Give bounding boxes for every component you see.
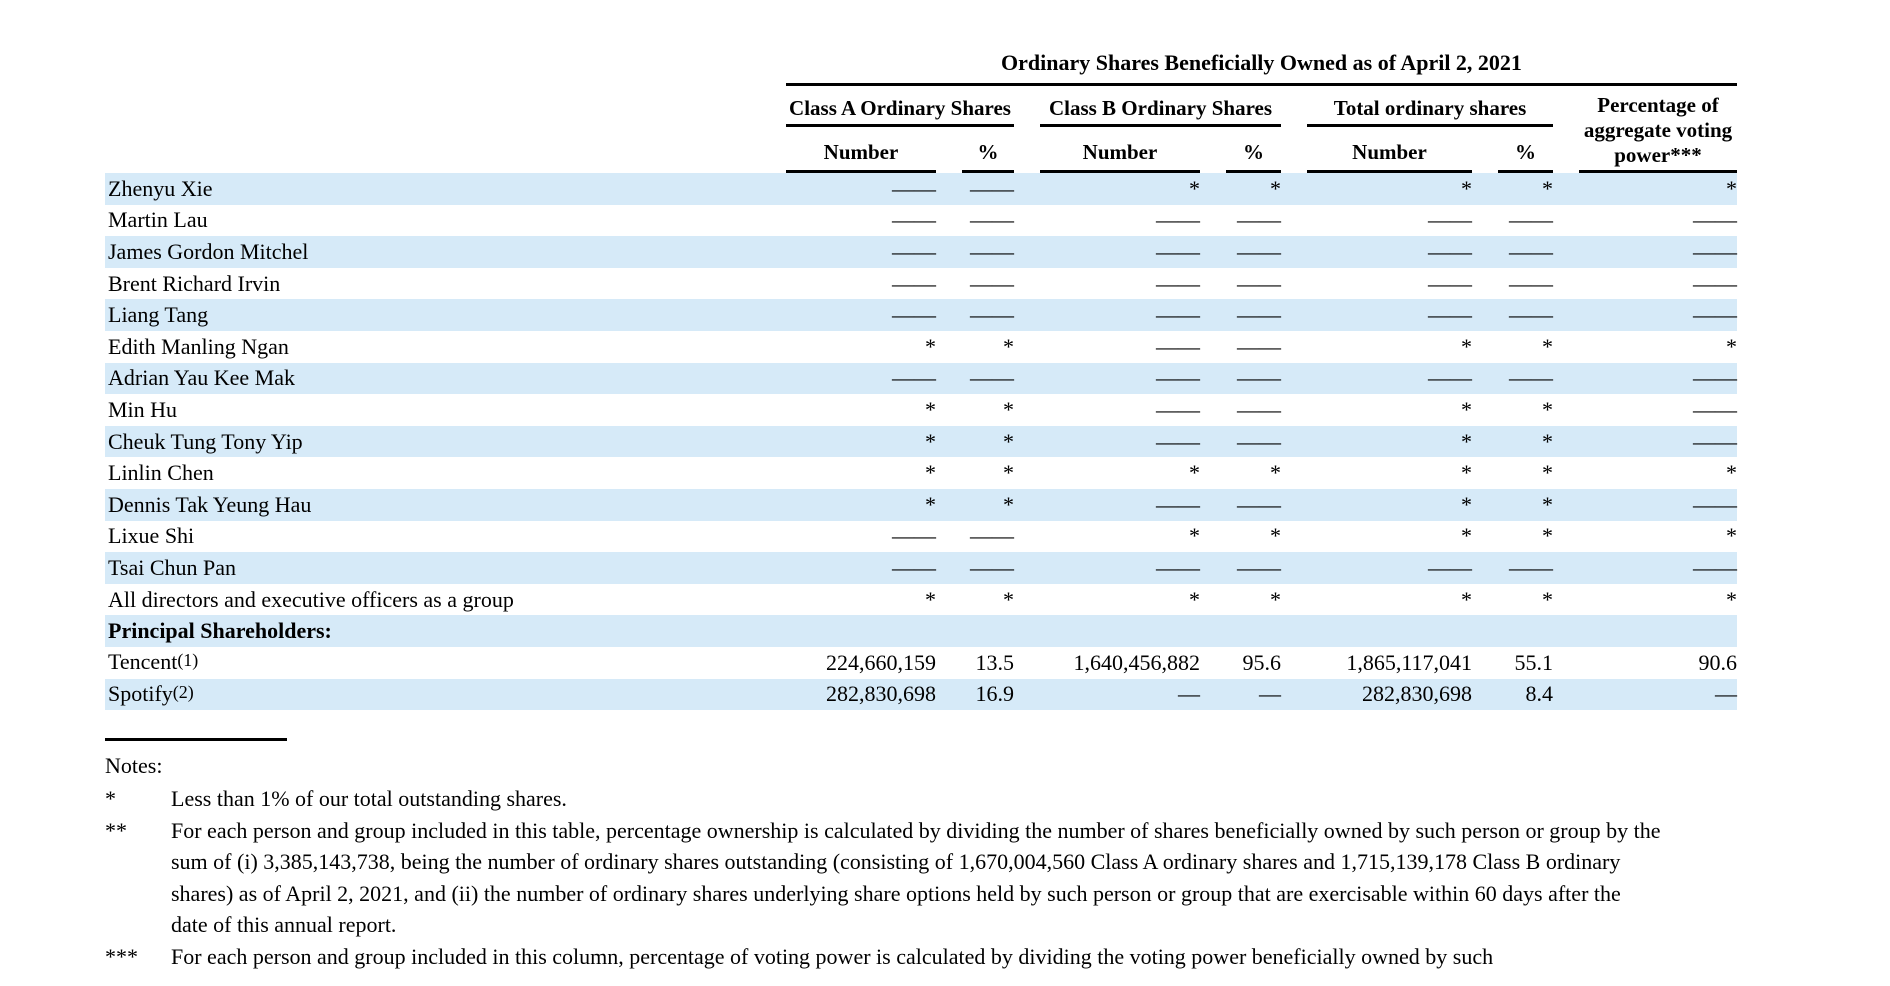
table-cell: * bbox=[1461, 586, 1472, 612]
table-cell: —— bbox=[1156, 302, 1200, 328]
shareholder-name: Tencent(1) bbox=[108, 649, 199, 675]
table-row bbox=[105, 363, 1737, 395]
shareholder-name: Adrian Yau Kee Mak bbox=[108, 365, 295, 391]
table-cell: —— bbox=[1156, 270, 1200, 296]
table-cell: —— bbox=[970, 365, 1014, 391]
footnote-marker: *** bbox=[105, 943, 138, 969]
table-cell: * bbox=[1270, 175, 1281, 201]
table-cell: —— bbox=[1693, 554, 1737, 580]
table-cell: 8.4 bbox=[1525, 681, 1553, 707]
table-cell: —— bbox=[892, 523, 936, 549]
table-cell: —— bbox=[970, 207, 1014, 233]
table-cell: * bbox=[1461, 175, 1472, 201]
table-row bbox=[105, 205, 1737, 237]
table-cell: * bbox=[1189, 586, 1200, 612]
shareholder-name: Zhenyu Xie bbox=[108, 175, 213, 201]
table-cell: 282,830,698 bbox=[1362, 681, 1472, 707]
table-cell: —— bbox=[1156, 554, 1200, 580]
table-cell: * bbox=[925, 428, 936, 454]
shareholder-name: Dennis Tak Yeung Hau bbox=[108, 491, 312, 517]
shareholder-name: Brent Richard Irvin bbox=[108, 270, 281, 296]
table-cell: * bbox=[925, 460, 936, 486]
table-cell: * bbox=[1461, 460, 1472, 486]
table-cell: * bbox=[1189, 460, 1200, 486]
shareholder-name: Principal Shareholders: bbox=[108, 618, 332, 644]
shareholder-name: Tsai Chun Pan bbox=[108, 554, 237, 580]
table-cell: —— bbox=[970, 302, 1014, 328]
table-cell: —— bbox=[1509, 270, 1553, 296]
table-cell: — bbox=[1715, 681, 1737, 707]
table-cell: * bbox=[1003, 491, 1014, 517]
table-cell: * bbox=[1461, 428, 1472, 454]
shareholder-name: Spotify(2) bbox=[108, 680, 194, 706]
table-cell: —— bbox=[1509, 554, 1553, 580]
table-cell: 90.6 bbox=[1698, 649, 1737, 675]
footnote-ref: (1) bbox=[177, 650, 199, 671]
table-cell: —— bbox=[1237, 365, 1281, 391]
table-row bbox=[105, 457, 1737, 489]
table-cell: —— bbox=[1693, 207, 1737, 233]
table-cell: —— bbox=[1237, 491, 1281, 517]
table-cell: * bbox=[1003, 333, 1014, 359]
table-cell: * bbox=[1542, 523, 1553, 549]
table-row bbox=[105, 236, 1737, 268]
table-cell: —— bbox=[1237, 238, 1281, 264]
table-row bbox=[105, 426, 1737, 458]
table-cell: * bbox=[925, 491, 936, 517]
shareholder-name: Lixue Shi bbox=[108, 523, 195, 549]
table-cell: —— bbox=[892, 302, 936, 328]
table-cell: —— bbox=[1237, 428, 1281, 454]
table-cell: —— bbox=[892, 270, 936, 296]
table-cell: —— bbox=[1156, 491, 1200, 517]
column-header-percent: % bbox=[1498, 127, 1553, 173]
table-cell: * bbox=[1270, 523, 1281, 549]
ownership-table bbox=[105, 50, 1737, 710]
table-cell: —— bbox=[892, 554, 936, 580]
shareholder-name: All directors and executive officers as a group bbox=[108, 586, 514, 612]
shareholder-name: James Gordon Mitchel bbox=[108, 238, 309, 264]
column-group-total: Total ordinary shares bbox=[1307, 86, 1553, 127]
table-cell: * bbox=[1542, 333, 1553, 359]
table-cell: —— bbox=[1428, 238, 1472, 264]
table-row bbox=[105, 679, 1737, 711]
table-cell: 1,640,456,882 bbox=[1073, 649, 1200, 675]
table-cell: —— bbox=[1693, 270, 1737, 296]
shareholder-name: Min Hu bbox=[108, 396, 178, 422]
footnote-list bbox=[105, 783, 1662, 972]
footnote-marker: * bbox=[105, 786, 116, 812]
table-cell: —— bbox=[892, 175, 936, 201]
table-cell: * bbox=[1542, 586, 1553, 612]
table-cell: * bbox=[1003, 586, 1014, 612]
column-header-percent: % bbox=[962, 127, 1014, 173]
column-group-class-b: Class B Ordinary Shares bbox=[1040, 86, 1281, 127]
table-cell: * bbox=[1542, 428, 1553, 454]
table-rows bbox=[105, 173, 1737, 710]
column-header-percent: % bbox=[1226, 127, 1281, 173]
table-row bbox=[105, 615, 1737, 647]
notes-divider bbox=[105, 738, 287, 741]
table-cell: * bbox=[1270, 460, 1281, 486]
table-cell: —— bbox=[1428, 365, 1472, 391]
table-cell: —— bbox=[1156, 365, 1200, 391]
footnote bbox=[105, 783, 1662, 815]
table-cell: —— bbox=[892, 207, 936, 233]
table-cell: 1,865,117,041 bbox=[1346, 649, 1472, 675]
table-cell: 224,660,159 bbox=[826, 649, 936, 675]
shareholder-name: Edith Manling Ngan bbox=[108, 333, 289, 359]
table-cell: —— bbox=[1693, 491, 1737, 517]
table-cell: —— bbox=[1428, 302, 1472, 328]
footnote-ref: (2) bbox=[172, 681, 194, 702]
table-cell: —— bbox=[970, 238, 1014, 264]
table-cell: 13.5 bbox=[975, 649, 1014, 675]
column-header-number: Number bbox=[1307, 127, 1472, 173]
table-cell: — bbox=[1178, 681, 1200, 707]
table-cell: —— bbox=[892, 365, 936, 391]
table-cell: —— bbox=[1156, 396, 1200, 422]
table-cell: —— bbox=[1237, 396, 1281, 422]
shareholder-name: Cheuk Tung Tony Yip bbox=[108, 428, 303, 454]
shareholder-name: Martin Lau bbox=[108, 207, 208, 233]
column-header-number: Number bbox=[1040, 127, 1200, 173]
table-row bbox=[105, 552, 1737, 584]
footnote-text: For each person and group included in this column, percentage of voting power is calculated by dividing the voting power beneficially owned by such bbox=[171, 943, 1494, 969]
table-cell: —— bbox=[970, 523, 1014, 549]
table-cell: * bbox=[1542, 491, 1553, 517]
table-row bbox=[105, 299, 1737, 331]
table-cell: —— bbox=[1693, 238, 1737, 264]
table-cell: —— bbox=[970, 554, 1014, 580]
table-cell: * bbox=[1461, 523, 1472, 549]
table-cell: * bbox=[1461, 396, 1472, 422]
table-cell: —— bbox=[1237, 333, 1281, 359]
table-cell: —— bbox=[1693, 428, 1737, 454]
table-cell: —— bbox=[970, 270, 1014, 296]
table-cell: * bbox=[925, 333, 936, 359]
table-title: Ordinary Shares Beneficially Owned as of April 2, 2021 bbox=[786, 50, 1737, 86]
table-cell: * bbox=[1270, 586, 1281, 612]
footnote-text: For each person and group included in this table, percentage ownership is calculated by dividing the number of shares beneficially owned by such person or group by the sum of (i) 3,385,143,738, being the number of ordinary shares outstanding (consisting of 1,670,004,560 Class A ordinary shares and 1,715,139,178 Class B ordinary shares) as of April 2, 2021, and (ii) the number of ordinary shares underlying share options held by such person or group that are exercisable within 60 days after the date of this annual report. bbox=[171, 817, 1661, 938]
table-row bbox=[105, 331, 1737, 363]
table-cell: —— bbox=[892, 238, 936, 264]
table-cell: * bbox=[1726, 460, 1737, 486]
table-row bbox=[105, 268, 1737, 300]
notes-section bbox=[105, 738, 1662, 972]
table-cell: —— bbox=[1509, 365, 1553, 391]
table-cell: * bbox=[1726, 333, 1737, 359]
table-cell: * bbox=[1461, 333, 1472, 359]
table-cell: 55.1 bbox=[1514, 649, 1553, 675]
table-row bbox=[105, 647, 1737, 679]
table-cell: —— bbox=[1509, 207, 1553, 233]
table-cell: * bbox=[1542, 396, 1553, 422]
table-cell: * bbox=[1726, 586, 1737, 612]
footnote-marker: ** bbox=[105, 817, 127, 843]
table-cell: —— bbox=[1237, 270, 1281, 296]
notes-heading: Notes: bbox=[105, 753, 163, 779]
table-row bbox=[105, 173, 1737, 205]
column-header-number: Number bbox=[786, 127, 936, 173]
table-header bbox=[105, 50, 1737, 173]
table-cell: * bbox=[925, 586, 936, 612]
table-cell: —— bbox=[1693, 396, 1737, 422]
table-cell: —— bbox=[1237, 302, 1281, 328]
table-cell: * bbox=[1726, 175, 1737, 201]
footnote-text: Less than 1% of our total outstanding shares. bbox=[171, 786, 567, 812]
table-cell: * bbox=[1003, 428, 1014, 454]
table-cell: 16.9 bbox=[975, 681, 1014, 707]
column-group-class-a: Class A Ordinary Shares bbox=[786, 86, 1014, 127]
table-cell: —— bbox=[970, 175, 1014, 201]
table-cell: * bbox=[1003, 396, 1014, 422]
table-row bbox=[105, 584, 1737, 616]
shareholder-name: Liang Tang bbox=[108, 302, 209, 328]
table-row bbox=[105, 394, 1737, 426]
table-cell: —— bbox=[1428, 270, 1472, 296]
table-cell: —— bbox=[1156, 428, 1200, 454]
table-cell: * bbox=[1189, 175, 1200, 201]
table-row bbox=[105, 489, 1737, 521]
table-cell: * bbox=[925, 396, 936, 422]
table-cell: —— bbox=[1156, 333, 1200, 359]
footnote bbox=[105, 815, 1662, 941]
table-cell: —— bbox=[1428, 554, 1472, 580]
table-cell: —— bbox=[1156, 207, 1200, 233]
table-row bbox=[105, 521, 1737, 553]
column-group-voting-power: Percentage of aggregate voting power*** bbox=[1579, 86, 1737, 173]
table-cell: —— bbox=[1509, 302, 1553, 328]
table-cell: * bbox=[1542, 175, 1553, 201]
table-cell: * bbox=[1542, 460, 1553, 486]
footnote bbox=[105, 941, 1662, 973]
table-cell: —— bbox=[1509, 238, 1553, 264]
table-cell: * bbox=[1461, 491, 1472, 517]
table-cell: —— bbox=[1693, 302, 1737, 328]
table-cell: * bbox=[1189, 523, 1200, 549]
table-cell: —— bbox=[1237, 554, 1281, 580]
table-cell: —— bbox=[1237, 207, 1281, 233]
shareholder-name: Linlin Chen bbox=[108, 460, 214, 486]
table-cell: * bbox=[1003, 460, 1014, 486]
table-cell: 282,830,698 bbox=[826, 681, 936, 707]
table-cell: —— bbox=[1156, 238, 1200, 264]
table-cell: —— bbox=[1428, 207, 1472, 233]
table-cell: — bbox=[1259, 681, 1281, 707]
table-cell: 95.6 bbox=[1242, 649, 1281, 675]
table-cell: —— bbox=[1693, 365, 1737, 391]
table-cell: * bbox=[1726, 523, 1737, 549]
